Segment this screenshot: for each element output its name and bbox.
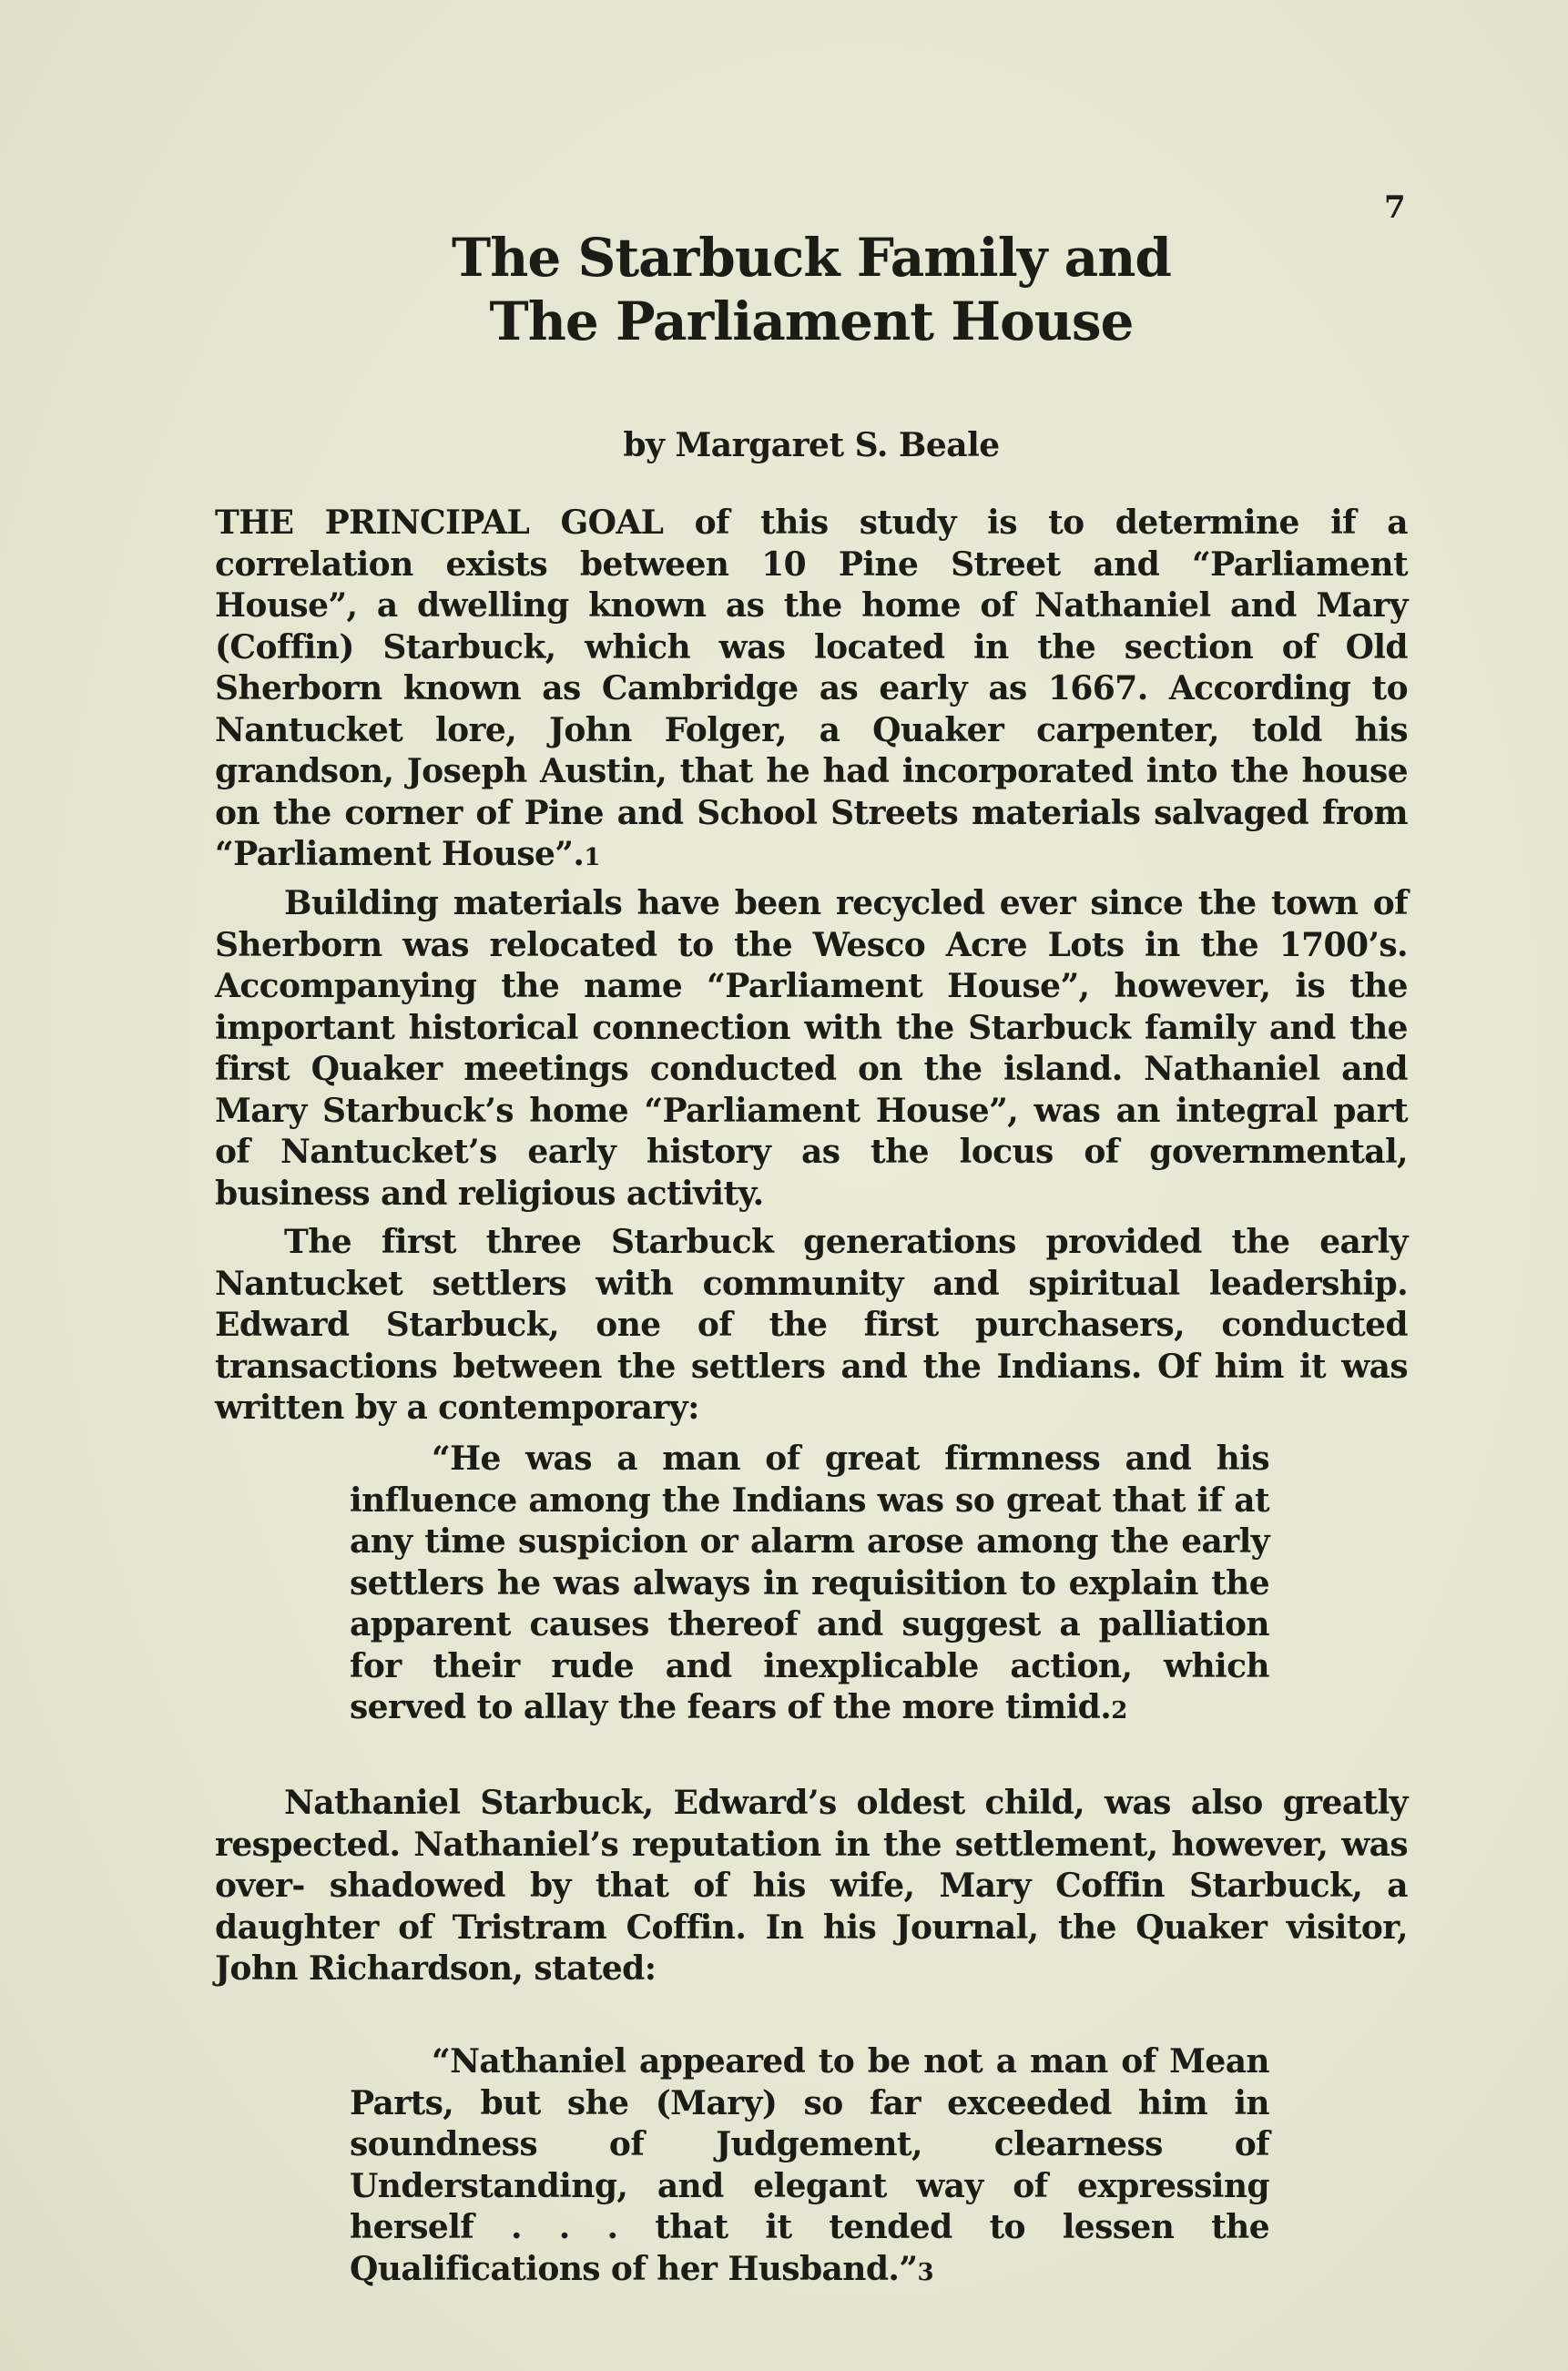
paragraph-text: Building materials have been recycled ever since the town of Sherborn was relocated to the Wesco Acre Lots in the 1700’s. Accompanying the name “Parliament House”, however, is the important historical connection with the Starbuck family and the first Quaker meetings conducted on the island. Nathaniel and Mary Starbuck’s home “Parliament House”, was an integral part of Nantucket’s early history as the locus of governmental, business and religious activity. [215, 884, 1408, 1213]
paragraph-starbuck-generations [215, 1222, 1408, 1430]
paragraph-text: THE PRINCIPAL GOAL of this study is to determine if a correlation exists between 10 Pine Street and “Parliament House”, a dwelling known as the home of Nathaniel and Mary (Coffin) Starbuck, which was located in the section of Old Sherborn known as Cambridge as early as 1667. According to Nantucket lore, John Folger, a Quaker carpenter, told his grandson, Joseph Austin, that he had incorporated into the house on the corner of Pine and School Streets materials salvaged from “Parliament House”. [215, 504, 1408, 873]
page-number: 7 [1384, 189, 1406, 226]
block-quote-richardson [350, 2041, 1269, 2294]
footnote-marker: 2 [1111, 1697, 1127, 1725]
footnote-marker: 3 [917, 2258, 933, 2286]
author-byline: by Margaret S. Beale [623, 426, 1000, 464]
paragraph-text: The first three Starbuck generations provided the early Nantucket settlers with community and spiritual leadership. Edward Starbuck, one of the first purchasers, conducted transactions between the settlers and the Indians. Of him it was written by a contemporary: [215, 1223, 1408, 1427]
footnote-marker: 1 [584, 844, 600, 871]
paragraph-intro [215, 503, 1408, 880]
paragraph-building-materials [215, 883, 1408, 1215]
article-title [0, 226, 1568, 353]
article-title-line-1: The Starbuck Family and [452, 227, 1171, 289]
block-quote-edward [350, 1439, 1269, 1733]
quote-text: “He was a man of great firmness and his influence among the Indians was so great that if at any time suspicion or alarm arose among the early settlers he was always in requisition to explain the apparent causes thereof and suggest a palliation for their rude and inexplicable action, which served to allay the fears of the more timid. [350, 1440, 1269, 1726]
article-title-line-2: The Parliament House [489, 290, 1134, 352]
quote-text: “Nathaniel appeared to be not a man of Mean Parts, but she (Mary) so far exceeded him in soundness of Judgement, clearness of Understanding, and elegant way of expressing herself . . . that it tended to lessen the Qualifications of her Husband.” [350, 2042, 1269, 2288]
paragraph-nathaniel [215, 1783, 1408, 1990]
paragraph-text: Nathaniel Starbuck, Edward’s oldest child, was also greatly respected. Nathaniel’s reputation in the settlement, however, was over- shadowed by that of his wife, Mary Coffin Starbuck, a daughter of Tristram Coffin. In his Journal, the Quaker visitor, John Richardson, stated: [215, 1784, 1408, 1988]
